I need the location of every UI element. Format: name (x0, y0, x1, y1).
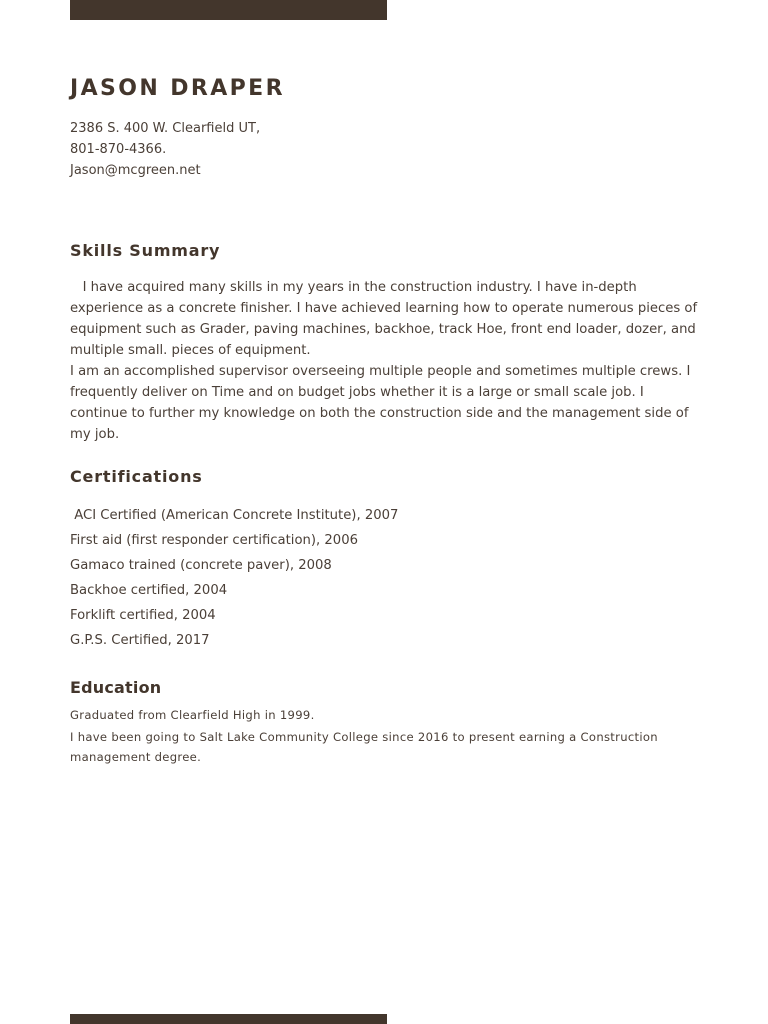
certification-item: Forklift certified, 2004 (70, 608, 216, 623)
contact-phone: 801-870-4366. (70, 142, 167, 157)
candidate-name: JASON DRAPER (70, 76, 285, 101)
certifications-heading: Certifications (70, 467, 203, 486)
education-line-1: Graduated from Clearfield High in 1999. (70, 708, 315, 722)
skills-summary-text (70, 277, 700, 445)
education-line-2: I have been going to Salt Lake Community College since 2016 to present earning a Construction management degree. (70, 730, 658, 764)
skills-paragraph-1-text: I have acquired many skills in my years in the construction industry. I have in-depth experience as a concrete finisher. I have achieved learning how to operate numerous pieces of equipment such as Grader, paving machines, backhoe, track Hoe, front end loader, dozer, and multiple small. pieces of equipment. (70, 280, 698, 358)
education-heading: Education (70, 678, 162, 697)
contact-email: Jason@mcgreen.net (70, 163, 201, 178)
certifications-list (70, 503, 398, 653)
education-text (70, 705, 690, 769)
certification-item: G.P.S. Certified, 2017 (70, 633, 210, 648)
certification-item: First aid (first responder certification), 2006 (70, 533, 358, 548)
top-accent-bar (70, 0, 387, 20)
certification-item: Gamaco trained (concrete paver), 2008 (70, 558, 332, 573)
certification-item: Backhoe certified, 2004 (70, 583, 228, 598)
certification-item-text: ACI Certified (American Concrete Institute), 2007 (74, 508, 399, 523)
contact-address: 2386 S. 400 W. Clearfield UT, (70, 121, 261, 136)
certification-item (70, 503, 398, 528)
skills-paragraph-2: I am an accomplished supervisor overseeing multiple people and sometimes multiple crews. I frequently deliver on Time and on budget jobs whether it is a large or small scale job. I continue to further my knowledge on both the construction side and the management side of my job. (70, 364, 691, 442)
bottom-accent-bar (70, 1014, 387, 1024)
skills-summary-heading: Skills Summary (70, 241, 221, 260)
skills-paragraph-1 (70, 277, 700, 361)
contact-block (70, 118, 260, 181)
